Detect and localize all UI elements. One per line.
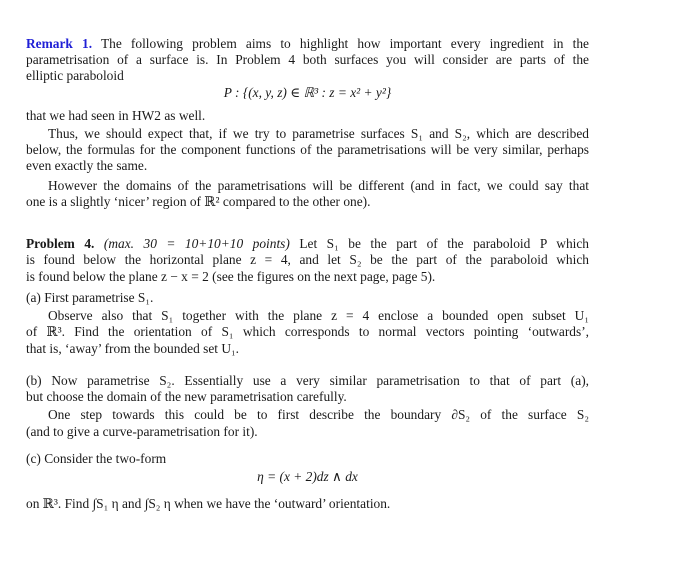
remark-para3-line-2: one is a slightly ‘nicer’ region of ℝ² compared to the other one).	[26, 194, 371, 209]
paraboloid-formula: P : {(x, y, z) ∈ ℝ³ : z = x² + y²}	[223, 85, 392, 100]
problem-line-1	[26, 236, 589, 252]
remark-para2-line-1: Thus, we should expect that, if we try to parametrise surfaces S₁ and S₂, which are described	[48, 126, 589, 141]
two-form-formula: η = (x + 2)dz ∧ dx	[257, 469, 358, 484]
remark-line-4: that we had seen in HW2 as well.	[26, 108, 206, 123]
remark-line-1	[26, 36, 589, 52]
remark-line-2: parametrisation of a surface is. In Problem 4 both surfaces you will consider are parts of the	[26, 52, 589, 67]
problem-line-2: is found below the horizontal plane z = 4, and let S₂ be the part of the paraboloid which	[26, 252, 589, 267]
remark-line-3: elliptic paraboloid	[26, 68, 124, 83]
part-b-line-3: (and to give a curve-parametrisation for it).	[26, 424, 258, 439]
remark-para2-line-3: even exactly the same.	[26, 158, 148, 173]
problem-label: Problem 4.	[26, 236, 95, 251]
part-c-heading: (c) Consider the two-form	[26, 451, 167, 466]
remark-para2-line-2: below, the formulas for the component functions of the parametrisations will be very similar, perhaps	[26, 142, 589, 157]
part-c-final-line: on ℝ³. Find ∫S₁ η and ∫S₂ η when we have the ‘outward’ orientation.	[26, 496, 391, 511]
problem-line-3: is found below the plane z − x = 2 (see the figures on the next page, page 5).	[26, 269, 436, 284]
problem-points: (max. 30 = 10+10+10 points)	[103, 236, 290, 251]
part-b-line-2: One step towards this could be to first describe the boundary ∂S₂ of the surface S₂	[48, 407, 589, 422]
remark-para3-line-1: However the domains of the parametrisations will be different (and in fact, we could say that	[48, 178, 589, 193]
part-a-heading: (a) First parametrise S₁.	[26, 290, 154, 305]
part-a-line-1: Observe also that S₁ together with the plane z = 4 enclose a bounded open subset U₁	[48, 308, 589, 323]
problem-text: Let S₁ be the part of the paraboloid P which	[299, 236, 589, 251]
part-a-line-3: that is, ‘away’ from the bounded set U₁.	[26, 341, 240, 356]
remark-text: The following problem aims to highlight how important every ingredient in the	[100, 36, 589, 51]
part-b-line-1: but choose the domain of the new parametrisation carefully.	[26, 389, 347, 404]
part-a-line-2: of ℝ³. Find the orientation of S₁ which corresponds to normal vectors pointing ‘outwards’,	[26, 324, 589, 339]
remark-label: Remark 1.	[26, 36, 93, 51]
part-b-heading: (b) Now parametrise S₂. Essentially use a very similar parametrisation to that of part (a),	[26, 373, 589, 388]
